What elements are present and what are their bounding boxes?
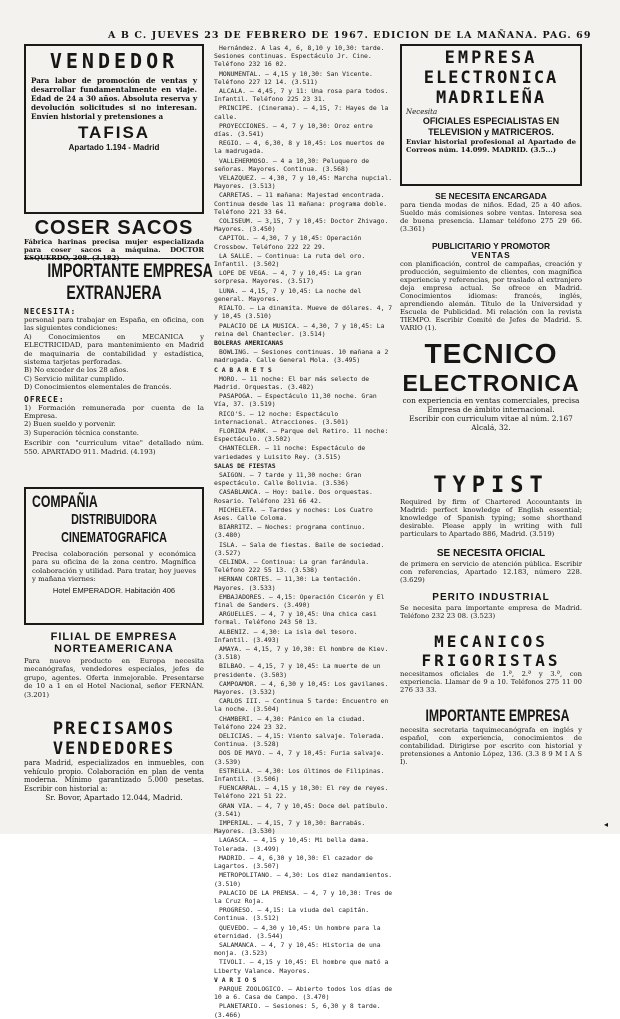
- ad-compania: [24, 487, 204, 625]
- ad-compania-title3: CINEMATOGRAFICA: [61, 529, 167, 546]
- ad-empresa-line1: OFICIALES ESPECIALISTAS EN TELEVISION y MATRICEROS.: [422, 116, 560, 137]
- ad-perito-title: PERITO INDUSTRIAL: [432, 592, 550, 603]
- list-item: 2) Buen sueldo y porvenir.: [24, 420, 116, 429]
- list-item: 1) Formación remunerada por cuenta de la Empresa.: [24, 403, 204, 421]
- listing-item: BOWLING. — Sesiones continuas. 10 mañana a 2 madrugada. Calle General Mola. (3.495): [214, 348, 389, 365]
- listing-item: DELICIAS. — 4,15: Viento salvaje. Tolerada. Continua. (3.528): [214, 732, 385, 749]
- listing-item: PARQUE ZOOLOGICO. — Abierto todos los días de 10 a 6. Casa de Campo. (3.470): [214, 984, 393, 1002]
- ad-encargada-body: para tienda modas de niños. Edad, 25 a 40 años. Sueldo más comisiones sobre ventas. Interesa sea de buena presencia. Llamar teléfono 275 29 66. (3.361): [400, 201, 582, 234]
- ad-importante-title2: EXTRANJERA: [66, 283, 162, 304]
- listing-item: COLISEUM. — 3,15, 7 y 10,45: Doctor Zhivago. Mayores. (3.450): [214, 217, 389, 234]
- listing-item: CAPITOL. — 4,30, 7 y 10,45: Operación Crossbow. Teléfono 222 22 29.: [214, 234, 362, 251]
- ad-vendedor-address: Apartado 1.194 - Madrid: [68, 143, 160, 152]
- listing-item: MORO. — 11 noche: El bar más selecto de Madrid. Orquestas. (3.482): [214, 374, 370, 391]
- ad-precisamos: [24, 719, 204, 829]
- ad-importante2-title: IMPORTANTE EMPRESA: [425, 706, 570, 725]
- listing-item: PASAPOGA. — Espectáculo 11,30 noche. Gran Vía, 37. (3.519): [214, 392, 377, 409]
- ad-empresa-necesita: Necesita: [406, 108, 438, 116]
- listing-item: MONUMENTAL. — 4,15 y 10,30: San Vicente. Teléfono 227 12 14. (3.511): [214, 69, 373, 86]
- listing-item: ISLA. — Sala de fiestas. Baile de sociedad. (3.527): [214, 540, 385, 557]
- listing-item: VELAZQUEZ. — 4,30, 7 y 10,45: Marcha nupcial. Mayores. (3.513): [214, 174, 393, 191]
- listing-item: METROPOLITANO. — 4,30: Los diez mandamientos. (3.510): [214, 871, 393, 888]
- listing-item: GRAN VIA. — 4, 7 y 10,45: Doce del patíbulo. (3.541): [214, 801, 389, 818]
- listing-item: TIVOLI. — 4,15 y 10,45: El hombre que mató a Liberty Valance. Mayores.: [214, 958, 389, 975]
- listing-item: ESTRELLA. — 4,30: Los últimos de Filipinas. Infantil. (3.506): [214, 766, 385, 784]
- listing-item: ALBENIZ. — 4,30: La isla del tesoro. Infantil. (3.493): [214, 627, 358, 644]
- listing-item: FLORIDA PARK. — Parque del Retiro. 11 noche: Espectáculo. (3.502): [214, 426, 389, 444]
- listing-item: REGIO. — 4, 6,30, 8 y 10,45: Los muertos de la madrugada.: [214, 139, 385, 156]
- listing-item: LUNA. — 4,15, 7 y 10,45: La noche del general. Mayores.: [214, 286, 362, 303]
- ad-vendedor-title: VENDEDOR: [49, 49, 179, 73]
- listing-item: FUENCARRAL. — 4,15 y 10,30: El rey de reyes. Teléfono 221 51 22.: [214, 784, 389, 801]
- ad-tecnico-title2: ELECTRONICA: [402, 370, 580, 396]
- ad-importante-ofrece: OFRECE:: [24, 394, 65, 404]
- listing-item: PALACIO DE LA PRENSA. — 4, 7 y 10,30: Tres de la Cruz Roja.: [214, 888, 393, 905]
- ad-tecnico-footer2: Alcalá, 32.: [471, 423, 511, 432]
- listing-item: VALLEHERMOSO. — 4 a 10,30: Peluquero de señoras. Mayores. Continua. (3.568): [214, 156, 370, 173]
- listing-item: CHAMBERI. — 4,30: Pánico en la ciudad. Teléfono 224 23 32.: [214, 714, 366, 731]
- ad-tecnico: [400, 338, 582, 470]
- ad-vendedor-company: TAFISA: [77, 123, 151, 142]
- ad-importante-empresa: [24, 261, 213, 483]
- ad-importante-title1: IMPORTANTE EMPRESA: [47, 261, 213, 282]
- listing-section-heading: V A R I O S: [214, 975, 257, 984]
- ad-oficial: [400, 548, 582, 592]
- ad-importante-offers: [24, 404, 204, 438]
- ad-encargada: [400, 192, 582, 242]
- listing-item: RICO'S. — 12 noche: Espectáculo internacional. Atracciones. (3.501): [214, 409, 349, 426]
- ad-oficial-title: SE NECESITA OFICIAL: [436, 548, 546, 559]
- listing-item: SALAMANCA. — 4, 7 y 10,45: Historia de una monja. (3.523): [214, 940, 381, 958]
- listing-item: BILBAO. — 4,15, 7 y 10,45: La muerte de un presidente. (3.503): [214, 662, 381, 679]
- listing-section-heading: SALAS DE FIESTAS: [214, 461, 276, 470]
- listing-item: QUEVEDO. — 4,30 y 10,45: Un hombre para la eternidad. (3.544): [214, 923, 381, 940]
- listing-item: DOS DE MAYO. — 4, 7 y 10,45: Furia salvaje. (3.539): [214, 749, 385, 766]
- ad-typist: [400, 474, 582, 548]
- ad-compania-footer: Hotel EMPERADOR. Habitación 406: [52, 585, 176, 595]
- list-item: B) No exceder de los 28 años.: [24, 366, 129, 375]
- ad-importante-footer: Escribir con "curriculum vitae" detallado núm. 550. APARTADO 911. Madrid. (4.193): [24, 439, 204, 456]
- list-item: D) Conocimientos elementales de francés.: [24, 383, 172, 392]
- ad-empresa-electronica: [400, 44, 582, 186]
- listing-item: CELINDA. — Continua: La gran farándula. Teléfono 222 55 13. (3.538): [214, 557, 370, 575]
- ad-filial-title1: FILIAL DE EMPRESA: [50, 631, 178, 643]
- page-header: A B C. JUEVES 23 DE FEBRERO DE 1967. EDICION DE LA MAÑANA. PAG. 69: [108, 30, 592, 41]
- listing-item: EMBAJADORES. — 4,15: Operación Cicerón y El final de Sanders. (3.490): [214, 592, 385, 609]
- listing-item: HERNAN CORTES. — 11,30: La tentación. Mayores. (3.533): [214, 575, 362, 592]
- ad-precisamos-footer: Sr. Bovor, Apartado 12.044, Madrid.: [45, 793, 183, 803]
- ad-typist-title: TYPIST: [433, 473, 549, 498]
- listing-item: CHANTECLER. — 11 noche: Espectáculo de variedades y Luisito Rey. (3.515): [214, 444, 366, 461]
- list-item: 3) Superación técnica constante.: [24, 428, 139, 437]
- ad-typist-body: Required by firm of Chartered Accountants in Madrid: perfect knowledge of English essential; knowledge of Spanish typing; some shorthand desirable. Please apply in writing with full particulars to Apartado 886, Madrid. (3.519): [400, 498, 582, 538]
- ad-publicitario: [400, 242, 582, 338]
- ad-encargada-title: SE NECESITA ENCARGADA: [435, 191, 547, 201]
- ad-perito-body: Se necesita para importante empresa de Madrid. Teléfono 232 23 08. (3.523): [400, 604, 582, 620]
- listing-item: CARRETAS. — 11 mañana: Majestad encontrada. Continua desde las 11 mañana: programa doble. Teléfono 221 33 64.: [214, 191, 388, 216]
- listing-item: MADRID. — 4, 6,30 y 10,30: El cazador de Lagartos. (3.507): [214, 853, 373, 871]
- listing-item: LOPE DE VEGA. — 4, 7 y 10,45: La gran sorpresa. Mayores. (3.517): [214, 269, 362, 286]
- ad-importante-empresa-2: [400, 706, 582, 766]
- ad-mecanicos-title1: MECANICOS: [434, 632, 548, 651]
- ad-empresa-title2: ELECTRONICA: [423, 68, 559, 88]
- ad-precisamos-body: para Madrid, especializados en inmuebles, con vehículo propio. Colaboración en plan de venta moderna. Mínimo garantizado 5.000 pesetas. Escribir con historial a:: [24, 759, 204, 793]
- ad-compania-title2: DISTRIBUIDORA: [71, 511, 157, 528]
- listing-item: SAIGON. — 7 tarde y 11,30 noche: Gran espectáculo. Calle Bolivia. (3.536): [214, 470, 362, 488]
- listing-item: AMAYA. — 4,15, 7 y 10,30: El hombre de Kiev. (3.518): [214, 645, 389, 662]
- ad-precisamos-title2: VENDEDORES: [52, 739, 176, 759]
- ad-compania-body: Precisa colaboración personal y económica para su oficina de la zona centro. Magnífica colaboración y utilidad. Para tratar, hoy jueves y mañana viernes:: [32, 550, 196, 584]
- ad-filial-title2: NORTEAMERICANA: [54, 643, 174, 655]
- ad-coser-title: COSER SACOS: [34, 217, 194, 239]
- listing-item: RIALTO. — La dinamita. Mueve de dólares. 4, 7 y 10,45 (3.510): [214, 304, 393, 321]
- ad-mecanicos-body: necesitamos oficiales de 1.ª, 2.ª y 3.ª, con experiencia. Llamar de 9 a 10. Teléfonos 275 11 00 276 33 33.: [400, 670, 582, 694]
- listing-item: LAGASCA. — 4,15 y 10,45: Mi bella dama. Tolerada. (3.499): [214, 836, 370, 853]
- ad-vendedor-body: Para labor de promoción de ventas y desarrollar fundamentalmente en viaje. Edad de 24 a 30 años. Absoluta reserva y devolución solicitudes si no interesan. Envíen historial y pretensiones a: [31, 76, 197, 121]
- ad-mecanicos-title2: FRIGORISTAS: [421, 651, 561, 670]
- listing-item: CAMPOAMOR. — 4, 6,30 y 10,45: Los gavilanes. Mayores. (3.532): [214, 679, 389, 697]
- listing-item: ALCALA. — 4,45, 7 y 11: Una rosa para todos. Infantil. Teléfono 225 23 31.: [214, 87, 389, 104]
- ad-tecnico-footer1: Escribir con curriculum vitae al núm. 2.167: [409, 414, 573, 423]
- ad-empresa-body: Enviar historial profesional al Apartado de Correos núm. 14.099. MADRID. (3.5...): [406, 138, 576, 155]
- right-column: [400, 44, 582, 766]
- ad-publicitario-body: con planificación, control de campañas, creación y producción, seguimiento de clientes, con magnífica experiencia y referencias, por traslado al extranjero deja empresa actual. Se ofrece en Madrid. Conocimientos idiomas: francés, inglés, aprendiendo alemán. Título de la Universidad y Escuela de Publicidad. Mi relación con la revista TIEMPO. Escribir Comité de Jefes de Madrid. S. VARIO (1).: [400, 260, 582, 333]
- ad-coser-body: Fábrica harinas precisa mujer especializada para coser sacos a máquina. DOCTOR ESQUERDO, 208. (3.182): [24, 238, 204, 262]
- listing-section-heading: BOLERAS AMERICANAS: [214, 338, 284, 347]
- ad-importante2-body: necesita secretaria taquimecanógrafa en inglés y español, con experiencia, conocimientos de contabilidad. Dirigirse por escrito con historial y pretensiones a Antonio López, 136. (3.3 8 9 M I A S I).: [400, 726, 582, 766]
- listing-item: IMPERIAL. — 4,15, 7 y 10,30: Barrabás. Mayores. (3.530): [214, 819, 366, 836]
- ad-coser-sacos: [24, 217, 204, 262]
- ad-importante-items: [24, 333, 204, 392]
- ad-tecnico-body: con experiencia en ventas comerciales, precisa Empresa de ámbito internacional.: [402, 396, 580, 414]
- listing-item: BIARRITZ. — Noches: programa continuo. (3.480): [214, 523, 366, 540]
- ad-importante-necesita: NECESITA:: [24, 307, 77, 316]
- listing-item: MICHELETA. — Tardes y noches: Los Cuatro Ases. Calle Coloma.: [214, 505, 373, 522]
- listing-item: CASABLANCA. — Hoy: baile. Dos orquestas. Rosario. Teléfono 231 66 42.: [214, 488, 373, 505]
- ad-mecanicos: [400, 632, 582, 706]
- list-item: A) Conocimientos en MECANICA y ELECTRICIDAD, para mantenimiento en Madrid de maquinaria de contabilidad y estadística, sistema tarjetas perforadas.: [24, 332, 204, 367]
- ad-empresa-title3: MADRILEÑA: [435, 88, 547, 108]
- listing-item: CARLOS III. — Continua 5 tarde: Encuentro en la noche. (3.504): [214, 697, 389, 714]
- ad-empresa-title1: EMPRESA: [444, 48, 538, 68]
- listing-item: PROGRESO. — 4,15: La viuda del capitán. Continua. (3.512): [214, 906, 370, 923]
- ad-compania-title1: COMPAÑIA: [32, 492, 98, 511]
- left-column: [24, 44, 213, 829]
- ad-perito: [400, 592, 582, 632]
- list-item: C) Servicio militar cumplido.: [24, 374, 125, 383]
- ad-oficial-body: de primera en servicio de atención pública. Escribir con referencias, Apartado 12.183, número 228. (3.629): [400, 560, 582, 584]
- ad-precisamos-title1: PRECISAMOS: [52, 719, 176, 739]
- listing-item: PLANETARIO. — Sesiones: 5, 6,30 y 8 tarde. (3.466): [214, 1002, 381, 1019]
- listing-item: PROYECCIONES. — 4, 7 y 10,30: Oroz entre días. (3.541): [214, 121, 373, 139]
- ad-tecnico-title1: TECNICO: [424, 338, 558, 369]
- listing-item: PALACIO DE LA MUSICA. — 4,30, 7 y 10,45: La reina del Chantecler. (3.514): [214, 321, 385, 338]
- ad-publicitario-title1: PUBLICITARIO Y PROMOTOR: [431, 241, 551, 251]
- ad-filial: [24, 631, 204, 719]
- listing-item: Hernández. A las 4, 6, 8,10 y 10,30: tarde. Sesiones continuas. Espectáculo Jr. Cine. Teléfono 232 16 02.: [214, 44, 385, 69]
- ad-filial-body: Para nuevo producto en Europa necesita mecanógrafas, vendedores especiales, jefes de grupo, agentes. Oferta inmejorable. Presentarse de 10 a 1 en el Hotel Nacional, señor FERNÁN. (3.201): [24, 657, 204, 699]
- middle-column-listings: [214, 44, 394, 1019]
- listing-item: ARGUELLES. — 4, 7 y 10,45: Una chica casi formal. Teléfono 243 50 13.: [214, 610, 377, 627]
- page-marker: ◂: [604, 820, 609, 829]
- listing-item: LA SALLE. — Continua: La ruta del oro. Infantil. (3.502): [214, 251, 366, 269]
- ad-publicitario-title2: VENTAS: [471, 250, 511, 261]
- ad-importante-intro: personal para trabajar en España, en oficina, con las siguientes condiciones:: [24, 316, 204, 333]
- ad-vendedor: [24, 44, 204, 214]
- listing-item: PRINCIPE. (Cinerama). — 4,15, 7: Hayes de la calle.: [214, 104, 389, 121]
- listing-section-heading: C A B A R E T S: [214, 365, 272, 374]
